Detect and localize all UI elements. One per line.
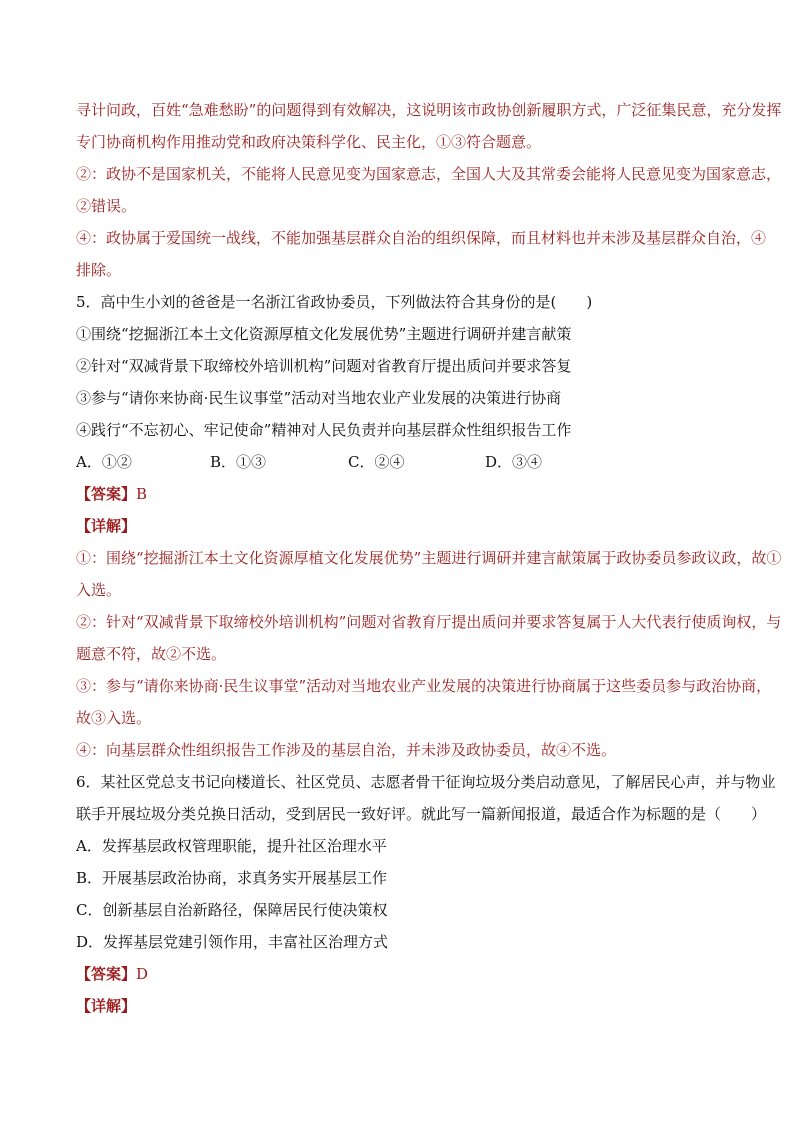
question-5-detail-heading [76, 516, 727, 536]
option-c: C．②④ [348, 453, 405, 471]
explanation-line: ②错误。 [76, 197, 137, 215]
option-a: A．发挥基层政权管理职能，提升社区治理水平 [76, 837, 387, 855]
question-6-stem: 联手开展垃圾分类兑换日活动，受到居民一致好评。就此写一篇新闻报道，最适合作为标题的是（ ） [76, 805, 767, 823]
question-5-answer [76, 484, 727, 504]
explanation-line: ④：向基层群众性组织报告工作涉及的基层自治，并未涉及政协委员，故④不选。 [76, 741, 617, 759]
option-d: D．③④ [485, 453, 543, 471]
explanation-line: 寻计问政，百姓“急难愁盼”的问题得到有效解决，这说明该市政协创新履职方式，广泛征集民意，充分发挥 [76, 101, 782, 119]
option-d: D．发挥基层党建引领作用，丰富社区治理方式 [76, 933, 389, 951]
detail-label: 【详解】 [76, 517, 137, 535]
option-b: B．开展基层政治协商，求真务实开展基层工作 [76, 869, 388, 887]
question-6-stem: 6．某社区党总支书记向楼道长、社区党员、志愿者骨干征询垃圾分类启动意见，了解居民心声，并与物业 [76, 773, 776, 791]
explanation-line: 故③入选。 [76, 709, 152, 727]
question-5-item: ③参与“请你来协商·民生议事堂”活动对当地农业产业发展的决策进行协商 [76, 389, 562, 407]
question-5-stem: 5．高中生小刘的爸爸是一名浙江省政协委员，下列做法符合其身份的是( ) [76, 293, 593, 311]
detail-label: 【详解】 [76, 997, 137, 1015]
explanation-line: ②：政协不是国家机关，不能将人民意见变为国家意志，全国人大及其常委会能将人民意见变为国家意志， [76, 165, 782, 183]
question-5-item: ④践行“不忘初心、牢记使命”精神对人民负责并向基层群众性组织报告工作 [76, 421, 572, 439]
answer-label: 【答案】 [76, 965, 137, 983]
question-6-answer [76, 964, 727, 984]
answer-value: B [136, 485, 148, 503]
explanation-line: ④：政协属于爱国统一战线，不能加强基层群众自治的组织保障，而且材料也并未涉及基层群众自治，④ [76, 229, 767, 247]
explanation-line: ②：针对“双减背景下取缔校外培训机构”问题对省教育厅提出质问并要求答复属于人大代表行使质询权，与 [76, 613, 782, 631]
option-c: C．创新基层自治新路径，保障居民行使决策权 [76, 901, 388, 919]
explanation-line: 入选。 [76, 581, 122, 599]
question-6-detail-heading [76, 996, 727, 1016]
option-a: A．①② [76, 453, 132, 471]
question-5-item: ①围绕“挖掘浙江本土文化资源厚植文化发展优势”主题进行调研并建言献策 [76, 325, 572, 343]
answer-value: D [136, 965, 149, 983]
question-5-item: ②针对“双减背景下取缔校外培训机构”问题对省教育厅提出质问并要求答复 [76, 357, 572, 375]
answer-label: 【答案】 [76, 485, 137, 503]
explanation-line: 排除。 [76, 261, 122, 279]
explanation-line: 题意不符，故②不选。 [76, 645, 227, 663]
explanation-line: ③：参与“请你来协商·民生议事堂”活动对当地农业产业发展的决策进行协商属于这些委员参与政治协商， [76, 677, 772, 695]
explanation-line: ①：围绕“挖掘浙江本土文化资源厚植文化发展优势”主题进行调研并建言献策属于政协委员参政议政，故① [76, 549, 782, 567]
explanation-line: 专门协商机构作用推动党和政府决策科学化、民主化，①③符合题意。 [76, 133, 542, 151]
option-b: B．①③ [210, 453, 267, 471]
